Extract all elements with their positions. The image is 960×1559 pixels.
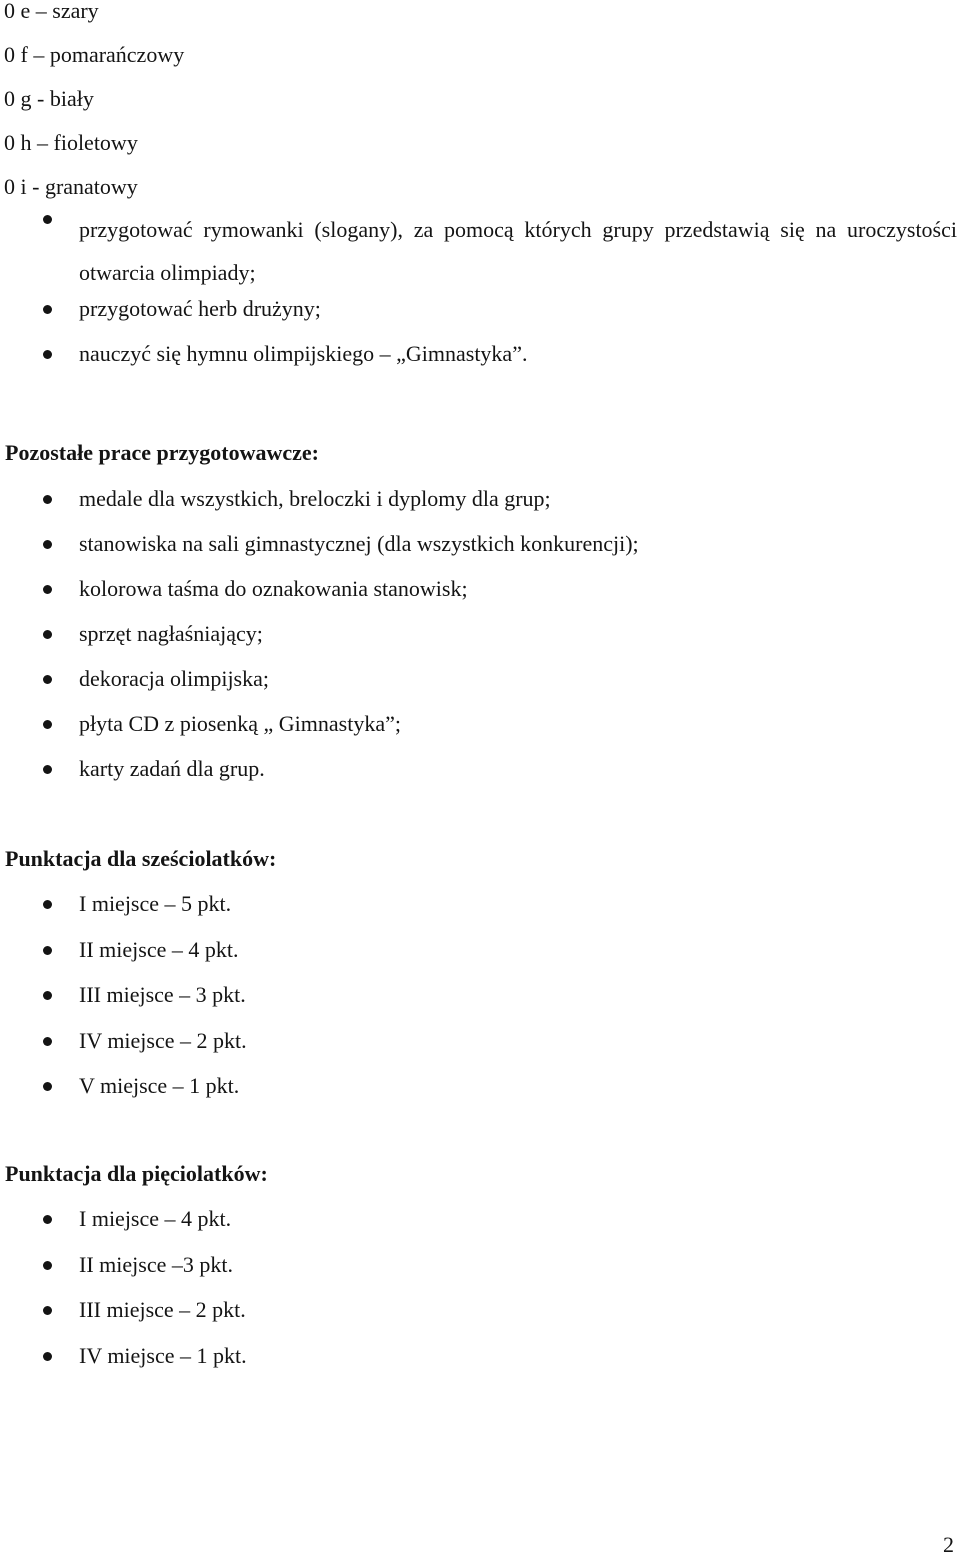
list-item [0,343,960,388]
list-item-text: II miejsce –3 pkt. [79,1251,233,1277]
bullet-icon [43,585,52,594]
list-item-text: karty zadań dla grup. [79,756,265,781]
bullet-icon [43,1352,52,1361]
list-item-text: przygotować rymowanki (slogany), za pomocą których grupy przedstawią się na uroczystości otwarcia olimpiady; [79,217,957,285]
list-item [0,1251,960,1300]
six-year-list [0,893,960,1121]
page-number: 2 [943,1532,954,1557]
bullet-icon [43,215,52,224]
color-item: 0 e – szary [4,0,99,23]
list-item-text: płyta CD z piosenką „ Gimnastyka”; [79,711,401,736]
list-item [0,488,960,533]
list-item [0,1075,960,1121]
task-list [0,219,960,388]
color-item: 0 f – pomarańczowy [4,42,185,67]
list-item [0,208,960,298]
list-item [0,623,960,668]
list-item [0,578,960,623]
bullet-icon [43,1215,52,1224]
list-item-text: sprzęt nagłaśniający; [79,621,263,646]
list-item [0,1342,960,1391]
bullet-icon [43,720,52,729]
color-item: 0 i - granatowy [4,174,138,199]
bullet-icon [43,630,52,639]
bullet-icon [43,540,52,549]
six-year-heading: Punktacja dla sześciolatków: [5,846,277,871]
list-item-text: kolorowa taśma do oznakowania stanowisk; [79,576,468,601]
list-item-text: IV miejsce – 2 pkt. [79,1027,247,1053]
bullet-icon [43,900,52,909]
list-item [0,758,960,803]
list-item [0,984,960,1030]
prep-heading: Pozostałe prace przygotowawcze: [5,440,319,465]
five-year-heading: Punktacja dla pięciolatków: [5,1161,268,1186]
bullet-icon [43,495,52,504]
color-item: 0 h – fioletowy [4,130,138,155]
list-item-text: medale dla wszystkich, breloczki i dyplomy dla grup; [79,486,551,511]
color-item: 0 g - biały [4,86,94,111]
list-item-text: stanowiska na sali gimnastycznej (dla wszystkich konkurencji); [79,531,639,556]
list-item-text: V miejsce – 1 pkt. [79,1073,240,1098]
list-item [0,713,960,758]
prep-list [0,488,960,803]
list-item-text: IV miejsce – 1 pkt. [79,1342,247,1368]
list-item-text: III miejsce – 3 pkt. [79,982,246,1007]
list-item [0,1027,960,1076]
bullet-icon [43,1082,52,1091]
bullet-icon [43,1306,52,1315]
list-item-text: przygotować herb drużyny; [79,296,321,321]
color-list [4,0,184,220]
list-item-text: I miejsce – 5 pkt. [79,891,232,916]
list-item [0,1299,960,1345]
list-item [0,533,960,578]
bullet-icon [43,1261,52,1270]
five-year-list [0,1208,960,1390]
list-item-text: I miejsce – 4 pkt. [79,1206,232,1231]
list-item-text: III miejsce – 2 pkt. [79,1297,246,1322]
bullet-icon [43,765,52,774]
list-item [0,893,960,939]
list-item [0,668,960,713]
bullet-icon [43,305,52,314]
bullet-icon [43,675,52,684]
list-item [0,1208,960,1254]
bullet-icon [43,1037,52,1046]
list-item [0,298,960,343]
list-item-text: nauczyć się hymnu olimpijskiego – „Gimnastyka”. [79,341,528,366]
bullet-icon [43,991,52,1000]
list-item [0,936,960,985]
list-item-text: II miejsce – 4 pkt. [79,936,239,962]
bullet-icon [43,946,52,955]
bullet-icon [43,350,52,359]
list-item-text: dekoracja olimpijska; [79,666,269,691]
